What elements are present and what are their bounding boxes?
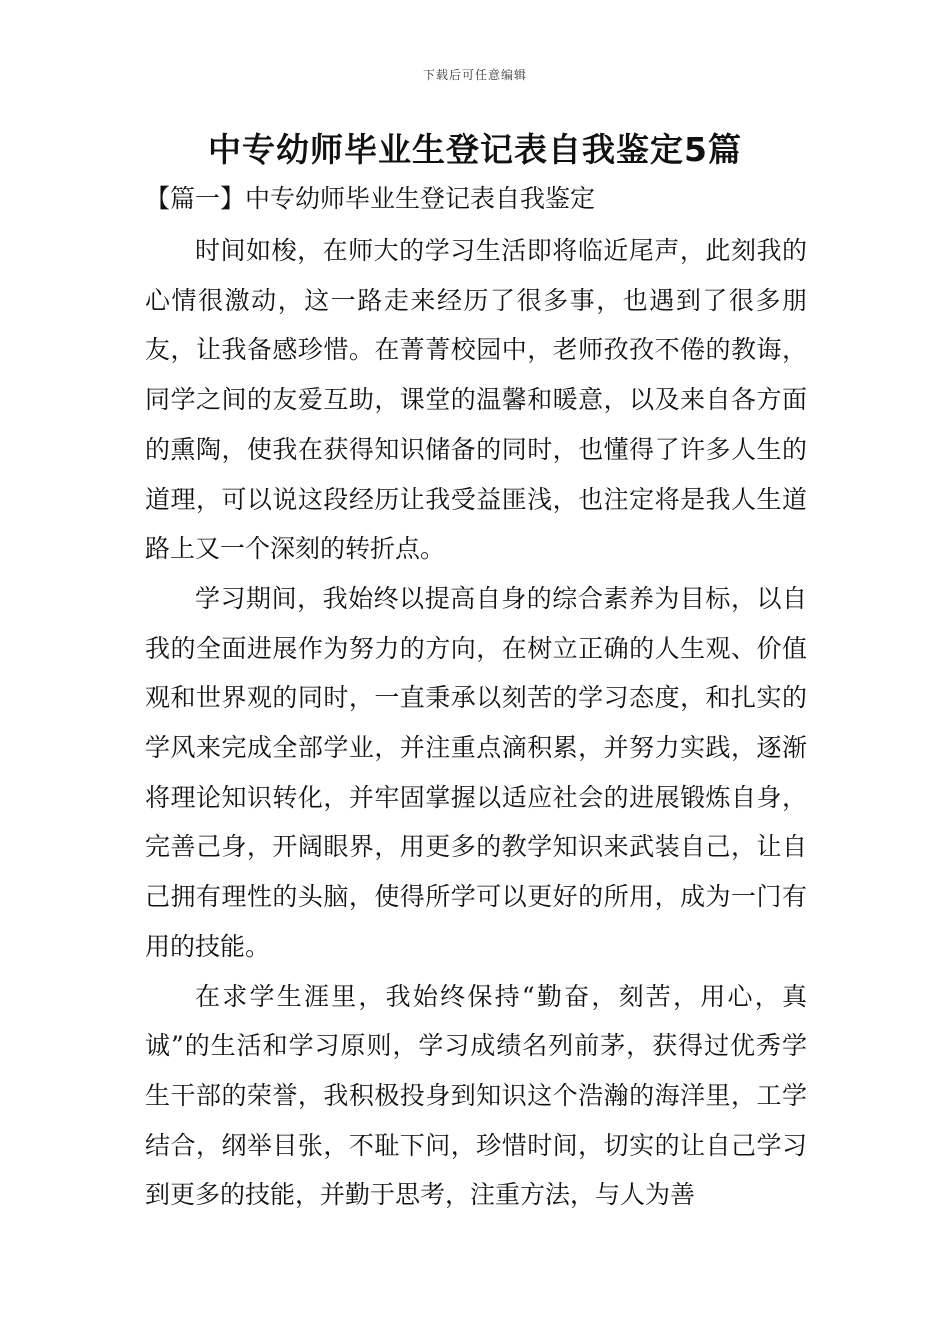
paragraph-2: 学习期间，我始终以提高自身的综合素养为目标，以自我的全面进展作为努力的方向，在树立正确的人生观、价值观和世界观的同时，一直秉承以刻苦的学习态度，和扎实的学风来完成全部学业，并注重点滴积累，并努力实践，逐渐将理论知识转化，并牢固掌握以适应社会的进展锻炼自身，完善己身，开阔眼界，用更多的教学知识来武装自己，让自己拥有理性的头脑，使得所学可以更好的所用，成为一门有用的技能。 xyxy=(145,583,807,961)
document-title: 中专幼师毕业生登记表自我鉴定5篇 xyxy=(208,130,742,169)
header-note: 下载后可任意编辑 xyxy=(422,68,527,82)
paragraph-1: 时间如梭，在师大的学习生活即将临近尾声，此刻我的心情很激动，这一路走来经历了很多事，也遇到了很多朋友，让我备感珍惜。在菁菁校园中，老师孜孜不倦的教诲，同学之间的友爱互助，课堂的温馨和暖意，以及来自各方面的熏陶，使我在获得知识储备的同时，也懂得了许多人生的道理，可以说这段经历让我受益匪浅，也注定将是我人生道路上又一个深刻的转折点。 xyxy=(145,236,807,564)
paragraph-3: 在求学生涯里，我始终保持“勤奋，刻苦，用心，真诚”的生活和学习原则，学习成绩名列前茅，获得过优秀学生干部的荣誉，我积极投身到知识这个浩瀚的海洋里，工学结合，纲举目张，不耻下问，珍惜时间，切实的让自己学习到更多的技能，并勤于思考，注重方法，与人为善 xyxy=(145,981,807,1210)
section-heading: 【篇一】中专幼师毕业生登记表自我鉴定 xyxy=(145,184,596,213)
document-body xyxy=(145,226,807,1220)
